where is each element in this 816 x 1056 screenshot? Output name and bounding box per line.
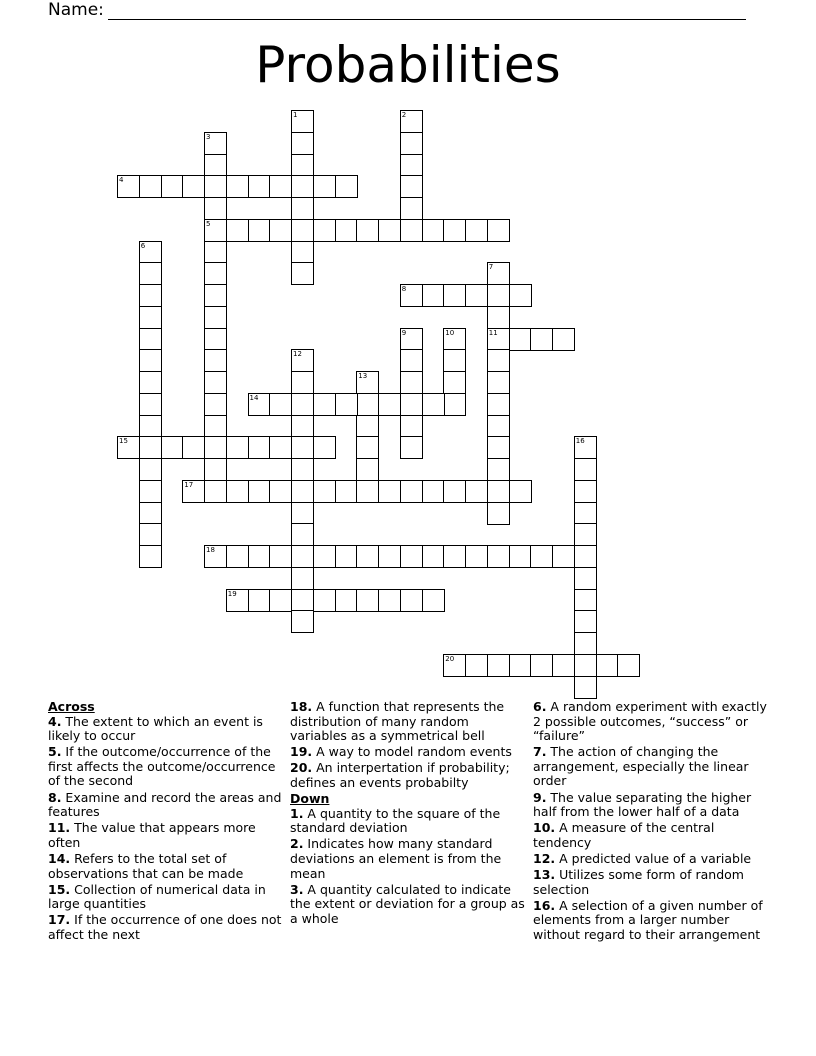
grid-cell[interactable] <box>356 545 379 568</box>
clue-number-18: 18 <box>206 546 215 554</box>
grid-cell[interactable] <box>291 545 314 568</box>
grid-cell[interactable] <box>487 458 510 481</box>
clue-number-19: 19 <box>227 589 237 598</box>
clue-number: 11. <box>48 820 71 836</box>
grid-cell[interactable] <box>422 589 445 612</box>
grid-cell[interactable] <box>313 393 336 416</box>
clue-number-17: 17 <box>184 480 194 489</box>
grid-cell[interactable] <box>204 415 227 438</box>
grid-cell[interactable] <box>378 545 401 568</box>
grid-cell[interactable] <box>465 284 488 307</box>
grid-cell[interactable] <box>400 110 423 133</box>
grid-cell[interactable] <box>400 154 423 177</box>
grid-cell[interactable] <box>443 328 466 351</box>
grid-cell[interactable] <box>291 436 314 459</box>
grid-cell[interactable] <box>291 349 314 372</box>
across-clue <box>48 791 284 820</box>
across-clue <box>48 852 284 881</box>
grid-cell[interactable] <box>487 328 510 351</box>
clue-text: Refers to the total set of observations that can be made <box>48 850 244 881</box>
grid-cell[interactable] <box>226 545 249 568</box>
grid-cell[interactable] <box>487 502 510 525</box>
grid-cell[interactable] <box>291 480 314 503</box>
grid-cell[interactable] <box>139 502 162 525</box>
clue-text: A way to model random events <box>312 744 512 760</box>
grid-cell[interactable] <box>400 175 423 198</box>
clue-text: If the occurrence of one does not affect the next <box>48 912 282 942</box>
clue-text: An interpertation if probability; defines an events probabilty <box>290 760 510 790</box>
grid-cell[interactable] <box>378 219 401 242</box>
grid-cell[interactable] <box>204 197 227 220</box>
grid-cell[interactable] <box>204 480 227 503</box>
clue-number: 10. <box>533 820 556 836</box>
clue-number-16: 16 <box>575 437 585 446</box>
clue-number: 8. <box>48 789 62 805</box>
grid-cell[interactable] <box>204 219 227 242</box>
grid-cell[interactable] <box>530 545 553 568</box>
grid-cell[interactable] <box>269 175 292 198</box>
grid-cell[interactable] <box>335 175 358 198</box>
grid-cell[interactable] <box>574 436 597 459</box>
grid-cell[interactable] <box>291 393 314 416</box>
grid-cell[interactable] <box>204 328 227 351</box>
grid-cell[interactable] <box>574 502 597 525</box>
clue-number: 20. <box>290 760 313 776</box>
grid-cell[interactable] <box>487 371 510 394</box>
clue-number-8: 8 <box>401 285 407 293</box>
grid-cell[interactable] <box>269 589 292 612</box>
name-label: Name: <box>48 0 104 20</box>
grid-cell[interactable] <box>204 458 227 481</box>
down-clue <box>533 745 773 789</box>
clue-number-9: 9 <box>401 328 407 337</box>
grid-cell[interactable] <box>226 589 249 612</box>
grid-cell[interactable] <box>291 415 314 438</box>
down-clue <box>290 807 526 836</box>
grid-cell[interactable] <box>291 219 314 242</box>
grid-cell[interactable] <box>400 349 423 372</box>
clue-number: 15. <box>48 881 71 897</box>
grid-cell[interactable] <box>182 480 205 503</box>
grid-cell[interactable] <box>400 371 423 394</box>
grid-cell[interactable] <box>139 523 162 546</box>
grid-cell[interactable] <box>356 480 379 503</box>
grid-cell[interactable] <box>248 589 271 612</box>
grid-cell[interactable] <box>313 175 336 198</box>
grid-cell[interactable] <box>139 480 162 503</box>
grid-cell[interactable] <box>509 328 532 351</box>
clue-text: A random experiment with exactly 2 possible outcomes, “success” or “failure” <box>533 699 767 744</box>
grid-cell[interactable] <box>400 415 423 438</box>
clue-number: 16. <box>533 897 556 913</box>
clue-number-3: 3 <box>206 132 211 141</box>
across-header: Across <box>48 699 95 714</box>
clue-number-20: 20 <box>445 654 455 663</box>
grid-cell[interactable] <box>248 545 271 568</box>
grid-cell[interactable] <box>182 436 205 459</box>
grid-cell[interactable] <box>139 436 162 459</box>
grid-cell[interactable] <box>335 480 358 503</box>
grid-cell[interactable] <box>204 393 227 416</box>
grid-cell[interactable] <box>400 393 423 416</box>
across-clue <box>290 745 526 760</box>
grid-cell[interactable] <box>291 197 314 220</box>
grid-cell[interactable] <box>139 328 162 351</box>
grid-cell[interactable] <box>291 262 314 285</box>
grid-cell[interactable] <box>378 589 401 612</box>
clue-number: 1. <box>290 805 304 821</box>
grid-cell[interactable] <box>487 436 510 459</box>
grid-cell[interactable] <box>574 567 597 590</box>
clue-number-12: 12 <box>293 350 302 359</box>
grid-cell[interactable] <box>291 132 314 155</box>
grid-cell[interactable] <box>487 545 510 568</box>
down-clue <box>533 852 773 867</box>
grid-cell[interactable] <box>422 545 445 568</box>
grid-cell[interactable] <box>291 502 314 525</box>
clue-number-15: 15 <box>119 437 128 446</box>
grid-cell[interactable] <box>313 436 336 459</box>
grid-cell[interactable] <box>422 393 445 416</box>
grid-cell[interactable] <box>552 545 575 568</box>
grid-cell[interactable] <box>291 175 314 198</box>
grid-cell[interactable] <box>204 175 227 198</box>
down-clue <box>533 868 773 897</box>
grid-cell[interactable] <box>443 480 466 503</box>
grid-cell[interactable] <box>443 349 466 372</box>
grid-cell[interactable] <box>204 154 227 177</box>
clue-number-13: 13 <box>358 372 368 380</box>
page-title: Probabilities <box>255 36 561 94</box>
clue-number: 19. <box>290 744 313 760</box>
grid-cell[interactable] <box>335 589 358 612</box>
grid-cell[interactable] <box>617 654 640 677</box>
grid-cell[interactable] <box>487 654 510 677</box>
grid-cell[interactable] <box>378 393 401 416</box>
grid-cell[interactable] <box>509 545 532 568</box>
clue-number: 18. <box>290 699 313 714</box>
grid-cell[interactable] <box>443 654 466 677</box>
grid-cell[interactable] <box>139 284 162 307</box>
grid-cell[interactable] <box>356 415 379 438</box>
grid-cell[interactable] <box>356 219 379 242</box>
grid-cell[interactable] <box>400 328 423 351</box>
grid-cell[interactable] <box>422 219 445 242</box>
grid-cell[interactable] <box>291 458 314 481</box>
grid-cell[interactable] <box>248 175 271 198</box>
grid-cell[interactable] <box>530 654 553 677</box>
clue-number-6: 6 <box>140 241 146 250</box>
clue-number-1: 1 <box>293 111 298 119</box>
down-clue <box>533 791 773 820</box>
clue-number-11: 11 <box>488 328 498 337</box>
grid-cell[interactable] <box>509 480 532 503</box>
grid-cell[interactable] <box>356 393 379 416</box>
grid-cell[interactable] <box>574 676 597 699</box>
grid-cell[interactable] <box>443 393 466 416</box>
grid-cell[interactable] <box>530 328 553 351</box>
grid-cell[interactable] <box>443 545 466 568</box>
grid-cell[interactable] <box>313 545 336 568</box>
clue-number: 2. <box>290 836 304 852</box>
clue-text: The value separating the higher half from the lower half of a data <box>533 789 752 820</box>
grid-cell[interactable] <box>487 262 510 285</box>
grid-cell[interactable] <box>139 393 162 416</box>
grid-cell[interactable] <box>443 371 466 394</box>
clue-text: If the outcome/occurrence of the first affects the outcome/occurrence of the second <box>48 744 276 789</box>
grid-cell[interactable] <box>139 306 162 329</box>
clue-number: 4. <box>48 713 62 729</box>
grid-cell[interactable] <box>204 284 227 307</box>
grid-cell[interactable] <box>139 415 162 438</box>
grid-cell[interactable] <box>269 393 292 416</box>
grid-cell[interactable] <box>400 197 423 220</box>
grid-cell[interactable] <box>487 284 510 307</box>
grid-cell[interactable] <box>465 654 488 677</box>
grid-cell[interactable] <box>400 480 423 503</box>
grid-cell[interactable] <box>313 480 336 503</box>
across-clue <box>290 761 526 790</box>
grid-cell[interactable] <box>509 284 532 307</box>
grid-cell[interactable] <box>487 393 510 416</box>
clues-column-1 <box>48 700 284 944</box>
grid-cell[interactable] <box>269 436 292 459</box>
clue-number: 14. <box>48 850 71 866</box>
grid-cell[interactable] <box>443 219 466 242</box>
grid-cell[interactable] <box>139 349 162 372</box>
clue-text: Collection of numerical data in large quantities <box>48 881 266 912</box>
name-field[interactable] <box>48 0 746 20</box>
grid-cell[interactable] <box>248 219 271 242</box>
grid-cell[interactable] <box>335 545 358 568</box>
grid-cell[interactable] <box>182 175 205 198</box>
clue-number: 9. <box>533 789 547 805</box>
clue-text: The action of changing the arrangement, especially the linear order <box>533 744 749 789</box>
grid-cell[interactable] <box>204 241 227 264</box>
grid-cell[interactable] <box>204 371 227 394</box>
grid-cell[interactable] <box>574 458 597 481</box>
grid-cell[interactable] <box>204 262 227 285</box>
clue-number: 17. <box>48 912 71 928</box>
grid-cell[interactable] <box>117 175 140 198</box>
clue-number-7: 7 <box>488 263 494 272</box>
grid-cell[interactable] <box>313 589 336 612</box>
clue-text: A measure of the central tendency <box>533 820 715 850</box>
grid-cell[interactable] <box>291 523 314 546</box>
clue-text: A selection of a given number of elements from a larger number without regard to their arrangement <box>533 897 763 942</box>
grid-cell[interactable] <box>378 480 401 503</box>
grid-cell[interactable] <box>356 436 379 459</box>
grid-cell[interactable] <box>248 480 271 503</box>
grid-cell[interactable] <box>291 371 314 394</box>
grid-cell[interactable] <box>552 654 575 677</box>
clue-number: 6. <box>533 699 547 714</box>
grid-cell[interactable] <box>574 589 597 612</box>
grid-cell[interactable] <box>139 175 162 198</box>
down-clue <box>533 821 773 850</box>
grid-cell[interactable] <box>400 219 423 242</box>
grid-cell[interactable] <box>161 175 184 198</box>
grid-cell[interactable] <box>400 545 423 568</box>
grid-cell[interactable] <box>204 306 227 329</box>
clue-number-2: 2 <box>401 111 407 119</box>
across-clue <box>48 821 284 850</box>
grid-cell[interactable] <box>139 458 162 481</box>
down-clue <box>290 883 526 927</box>
across-clue <box>48 913 284 942</box>
grid-cell[interactable] <box>574 523 597 546</box>
grid-cell[interactable] <box>269 545 292 568</box>
grid-cell[interactable] <box>574 480 597 503</box>
clue-text: Indicates how many standard deviations an element is from the mean <box>290 836 502 881</box>
clues-column-2 <box>290 700 526 928</box>
clue-text: A predicted value of a variable <box>555 850 752 866</box>
grid-cell[interactable] <box>291 589 314 612</box>
clue-number-10: 10 <box>445 328 455 337</box>
clue-text: A quantity calculated to indicate the extent or deviation for a group as a whole <box>290 881 525 926</box>
clues-column-3 <box>533 700 773 944</box>
clue-text: A function that represents the distribution of many random variables as a symmetrical bell <box>290 699 505 744</box>
grid-cell[interactable] <box>400 436 423 459</box>
grid-cell[interactable] <box>487 219 510 242</box>
grid-cell[interactable] <box>356 371 379 394</box>
clue-text: A quantity to the square of the standard deviation <box>290 805 501 836</box>
grid-cell[interactable] <box>487 306 510 329</box>
grid-cell[interactable] <box>204 349 227 372</box>
grid-cell[interactable] <box>291 610 314 633</box>
grid-cell[interactable] <box>204 545 227 568</box>
clue-text: Utilizes some form of random selection <box>533 867 744 897</box>
grid-cell[interactable] <box>291 110 314 133</box>
clue-number: 7. <box>533 744 547 760</box>
clue-text: Examine and record the areas and features <box>48 789 282 820</box>
clue-number-5: 5 <box>206 219 211 228</box>
grid-cell[interactable] <box>226 480 249 503</box>
grid-cell[interactable] <box>248 393 271 416</box>
grid-cell[interactable] <box>291 567 314 590</box>
grid-cell[interactable] <box>335 393 358 416</box>
grid-cell[interactable] <box>596 654 619 677</box>
grid-cell[interactable] <box>574 654 597 677</box>
grid-cell[interactable] <box>139 262 162 285</box>
clue-number-14: 14 <box>249 393 259 402</box>
grid-cell[interactable] <box>465 480 488 503</box>
clue-text: The value that appears more often <box>48 820 256 850</box>
grid-cell[interactable] <box>487 480 510 503</box>
grid-cell[interactable] <box>139 241 162 264</box>
grid-cell[interactable] <box>139 371 162 394</box>
clue-number: 12. <box>533 850 556 866</box>
across-clue <box>48 883 284 912</box>
clue-number: 5. <box>48 744 62 760</box>
down-header: Down <box>290 791 330 807</box>
grid-cell[interactable] <box>161 436 184 459</box>
grid-cell[interactable] <box>269 480 292 503</box>
grid-cell[interactable] <box>574 632 597 655</box>
grid-cell[interactable] <box>509 654 532 677</box>
grid-cell[interactable] <box>443 284 466 307</box>
grid-cell[interactable] <box>487 415 510 438</box>
grid-cell[interactable] <box>226 175 249 198</box>
clue-number: 3. <box>290 881 304 897</box>
down-clue <box>290 837 526 881</box>
grid-cell[interactable] <box>204 132 227 155</box>
clue-text: The extent to which an event is likely to occur <box>48 713 263 744</box>
grid-cell[interactable] <box>248 436 271 459</box>
across-clue <box>290 700 526 744</box>
grid-cell[interactable] <box>574 545 597 568</box>
grid-cell[interactable] <box>291 154 314 177</box>
grid-cell[interactable] <box>422 284 445 307</box>
grid-cell[interactable] <box>422 480 445 503</box>
grid-cell[interactable] <box>400 132 423 155</box>
grid-cell[interactable] <box>204 436 227 459</box>
grid-cell[interactable] <box>400 284 423 307</box>
down-clue <box>533 899 773 943</box>
grid-cell[interactable] <box>574 610 597 633</box>
down-clue <box>533 700 773 744</box>
grid-cell[interactable] <box>356 458 379 481</box>
grid-cell[interactable] <box>335 219 358 242</box>
grid-cell[interactable] <box>552 328 575 351</box>
grid-cell[interactable] <box>487 349 510 372</box>
clue-number: 13. <box>533 867 556 883</box>
grid-cell[interactable] <box>313 219 336 242</box>
across-clue <box>48 715 284 744</box>
grid-cell[interactable] <box>139 545 162 568</box>
name-underline[interactable] <box>108 3 746 20</box>
grid-cell[interactable] <box>117 436 140 459</box>
clue-number-4: 4 <box>119 176 124 185</box>
grid-cell[interactable] <box>226 436 249 459</box>
grid-cell[interactable] <box>356 589 379 612</box>
grid-cell[interactable] <box>291 241 314 264</box>
grid-cell[interactable] <box>465 545 488 568</box>
grid-cell[interactable] <box>400 589 423 612</box>
grid-cell[interactable] <box>465 219 488 242</box>
across-clue <box>48 745 284 789</box>
grid-cell[interactable] <box>226 219 249 242</box>
grid-cell[interactable] <box>269 219 292 242</box>
